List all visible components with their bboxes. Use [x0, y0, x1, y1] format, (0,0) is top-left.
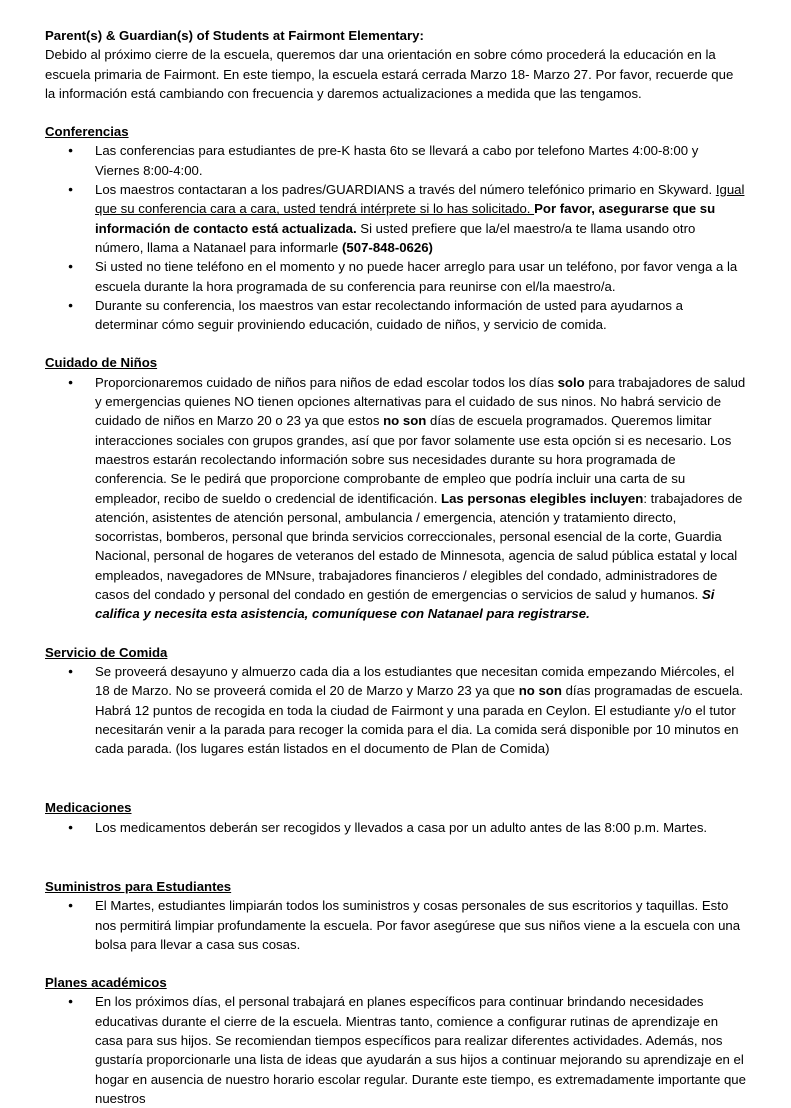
text-run: no son: [383, 413, 427, 429]
bullet-list: [45, 896, 746, 954]
text-run: El Martes, estudiantes limpiarán todos los suministros y cosas personales de sus escritorios y taquillas. Esto nos permitirá limpiar profundamente la escuela. Por favor asegúrese que sus niños viene a la escuela con una bolsa para llevar a casa sus cosas.: [95, 898, 741, 952]
text-run: Se proveerá desayuno y almuerzo cada dia a los estudiantes que necesitan comida empezando Miércoles, el 18 de Marzo. No se proveerá comida el 20 de Marzo y Marzo 23 ya que: [95, 663, 735, 699]
section: [45, 798, 746, 837]
bullet-item: [95, 662, 746, 758]
text-run: solo: [557, 374, 585, 390]
section-heading: Planes académicos: [45, 975, 167, 991]
bullet-list: [45, 373, 746, 624]
text-run: Durante su conferencia, los maestros van estar recolectando información de usted para ayudarnos a determinar cómo seguir proviniendo educación, cuidado de niños, y servicio de comida.: [95, 297, 683, 333]
text-run: Por favor, asegurarse que su información de contacto está actualizada.: [95, 201, 716, 236]
text-run: : trabajadores de atención, asistentes de atención personal, ambulancia / emergencia, atención y tratamiento directo, socorristas, bomberos, personal que brinda servicios correccionales, personal esencial de la corte, Guardia Nacional, personal de hogares de veteranos del estado de Minnesota, agencia de salud pública estatal y local empleados, navegadores de MNsure, trabajadores financieros / elegibles del condado, administradores de casos del condado y personal del condado en gestión de emergencias o servicios de salud y humanos.: [95, 490, 743, 603]
text-run: Igual que su conferencia cara a cara, usted tendrá intérprete si lo has solicitado.: [95, 182, 745, 217]
section: [45, 122, 746, 334]
bullet-item: [95, 257, 746, 296]
text-run: Los medicamentos deberán ser recogidos y llevados a casa por un adulto antes de las 8:00 p.m. Martes.: [95, 819, 708, 835]
text-run: no son: [518, 683, 562, 699]
text-run: En los próximos días, el personal trabajará en planes específicos para continuar brindando necesidades educativas durante el cierre de la escuela. Mientras tanto, comience a configurar rutinas de aprendizaje en casa para sus hijos. Se recomiendan tiempos específicos para realizar diferentes actividades. Además, nos gustaría proporcionarle una lista de ideas que ayudarán a sus hijos a continuar mejorando su aprendizaje en el hogar en ausencia de nuestro horario escolar regular. Durante este tiempo, es extremadamente importante que nuestros: [95, 994, 746, 1106]
section-heading: Suministros para Estudiantes: [45, 878, 232, 894]
bullet-list: [45, 141, 746, 334]
text-run: para trabajadores de salud y emergencias quienes NO tienen opciones alternativas para el cuidado de sus ninos. No habrá servicio de cuidado de niños en Marzo 20 o 23 ya que estos: [95, 374, 746, 429]
section-heading: Cuidado de Niños: [45, 355, 158, 371]
bullet-list: [45, 992, 746, 1108]
bullet-item: [95, 296, 746, 335]
bullet-item: [95, 373, 746, 624]
text-run: Los maestros contactaran a los padres/GUARDIANS a través del número telefónico primario en Skyward.: [95, 182, 716, 198]
bullet-list: [45, 818, 746, 837]
text-run: días programadas de escuela. Habrá 12 puntos de recogida en toda la ciudad de Fairmont y una parada en Ceylon. El estudiante y/o el tutor necesitarán venir a la parada para recoger la comida para el dia. La comida será disponible por 10 minutos en cada parada. (los lugares están listados en el documento de Plan de Comida): [95, 683, 743, 757]
section: [45, 877, 746, 954]
bullet-item: [95, 896, 746, 954]
text-run: Proporcionaremos cuidado de niños para niños de edad escolar todos los días: [95, 374, 558, 390]
section-heading: Conferencias: [45, 124, 129, 140]
document-title: Parent(s) & Guardian(s) of Students at Fairmont Elementary:: [45, 28, 424, 43]
text-run: Si usted no tiene teléfono en el momento y no puede hacer arreglo para usar un teléfono, por favor venga a la escuela durante la hora programada de su conferencia para reunirse con el/la maestro/a.: [95, 259, 738, 294]
bullet-item: [95, 180, 746, 257]
section-heading: Medicaciones: [45, 800, 132, 816]
section-heading: Servicio de Comida: [45, 644, 168, 660]
sections-container: [45, 122, 746, 1108]
bullet-item: [95, 992, 746, 1108]
section: [45, 973, 746, 1108]
intro-paragraph: Debido al próximo cierre de la escuela, queremos dar una orientación en sobre cómo procederá la educación en la escuela primaria de Fairmont. En este tiempo, la escuela estará cerrada Marzo 18- Marzo 27. Por favor, recuerde que la información está cambiando con frecuencia y daremos actualizaciones a medida que las tengamos.: [45, 47, 734, 101]
text-run: Si califica y necesita esta asistencia, comuníquese con Natanael para registrarse.: [95, 587, 715, 622]
section: [45, 353, 746, 623]
bullet-item: [95, 141, 746, 180]
section: [45, 643, 746, 759]
bullet-list: [45, 662, 746, 758]
text-run: Las personas elegibles incluyen: [441, 490, 644, 506]
text-run: Las conferencias para estudiantes de pre-K hasta 6to se llevará a cabo por telefono Martes 4:00-8:00 y Viernes 8:00-4:00.: [95, 143, 699, 178]
bullet-item: [95, 818, 746, 837]
text-run: (507-848-0626): [342, 239, 433, 255]
text-run: Si usted prefiere que la/el maestro/a te llama usando otro número, llama a Natanael para informarle: [95, 220, 696, 255]
text-run: días de escuela programados. Queremos limitar interacciones sociales con grupos grandes, así que por favor solamente use esta opción si es necesario. Los maestros estarán recolectando información sobre sus necesidades durante su hora programada de conferencia. Se le pedirá que proporcione comprobante de empleo que podría incluir una carta de su empleador, recibo de sueldo o credencial de identificación.: [95, 413, 732, 506]
